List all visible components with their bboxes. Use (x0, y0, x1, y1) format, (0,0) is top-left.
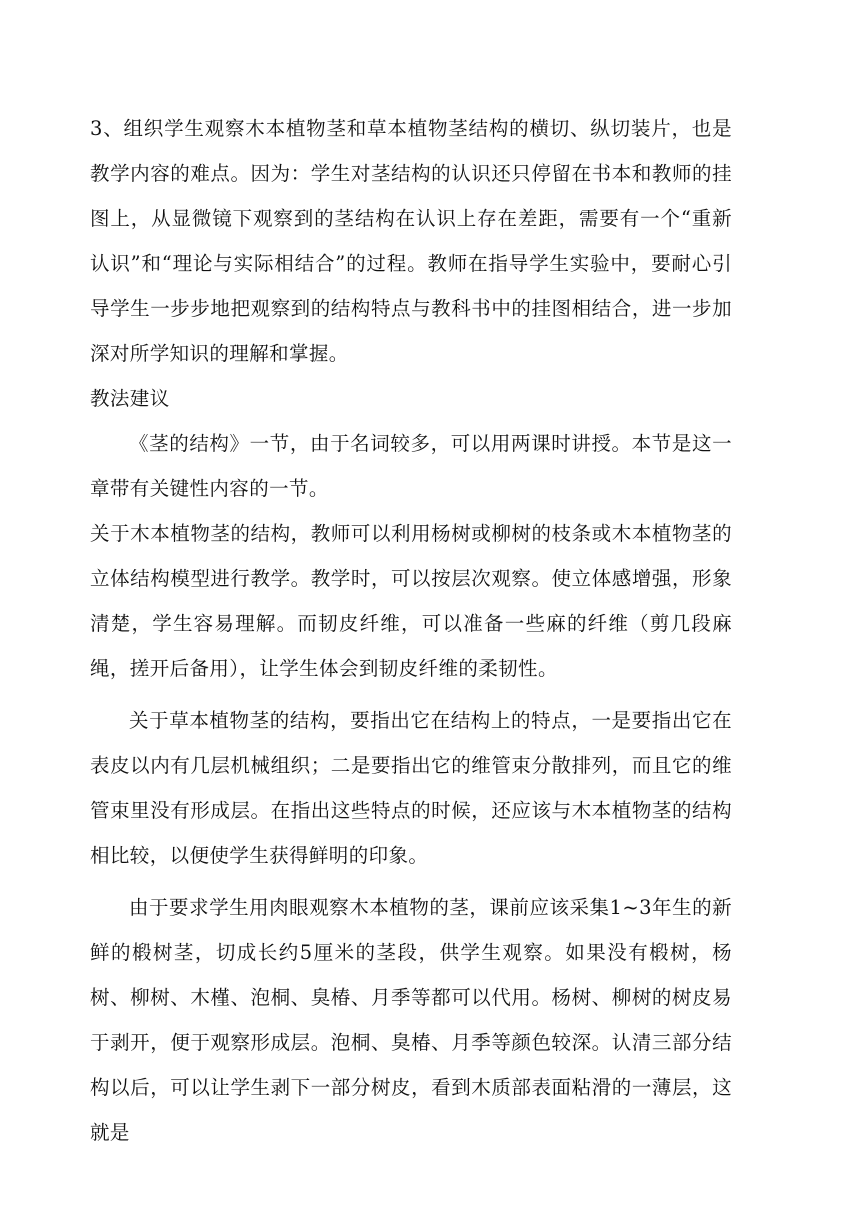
paragraph-woody-stem: 关于木本植物茎的结构，教师可以利用杨树或柳树的枝条或木本植物茎的立体结构模型进行教学。教学时，可以按层次观察。使立体感增强，形象清楚，学生容易理解。而韧皮纤维，可以准备一些麻的纤维（剪几段麻绳，搓开后备用），让学生体会到韧皮纤维的柔韧性。 (90, 522, 732, 680)
paragraph-observation: 由于要求学生用肉眼观察木本植物的茎，课前应该采集1~3年生的新鲜的椴树茎，切成长约5厘米的茎段，供学生观察。如果没有椴树，杨树、柳树、木槿、泡桐、臭椿、月季等都可以代用。杨树、柳树的树皮易于剥开，便于观察形成层。泡桐、臭椿、月季等颜色较深。认清三部分结构以后，可以让学生剥下一部分树皮，看到木质部表面粘滑的一薄层，这就是 (90, 896, 732, 1144)
section-heading: 教法建议 (90, 387, 170, 410)
document-body (90, 106, 732, 1155)
paragraph-difficulty: 3、组织学生观察木本植物茎和草本植物茎结构的横切、纵切装片，也是教学内容的难点。因为：学生对茎结构的认识还只停留在书本和教师的挂图上，从显微镜下观察到的茎结构在认识上存在差距，需要有一个“重新认识”和“理论与实际相结合”的过程。教师在指导学生实验中，要耐心引导学生一步步地把观察到的结构特点与教科书中的挂图相结合，进一步加深对所学知识的理解和掌握。 (90, 117, 732, 365)
paragraph-lesson-plan: 《茎的结构》一节，由于名词较多，可以用两课时讲授。本节是这一章带有关键性内容的一节。 (90, 432, 732, 500)
paragraph-herbaceous-stem: 关于草本植物茎的结构，要指出它在结构上的特点，一是要指出它在表皮以内有几层机械组织；二是要指出它的维管束分散排列，而且它的维管束里没有形成层。在指出这些特点的时候，还应该与木本植物茎的结构相比较，以便使学生获得鲜明的印象。 (90, 709, 732, 867)
